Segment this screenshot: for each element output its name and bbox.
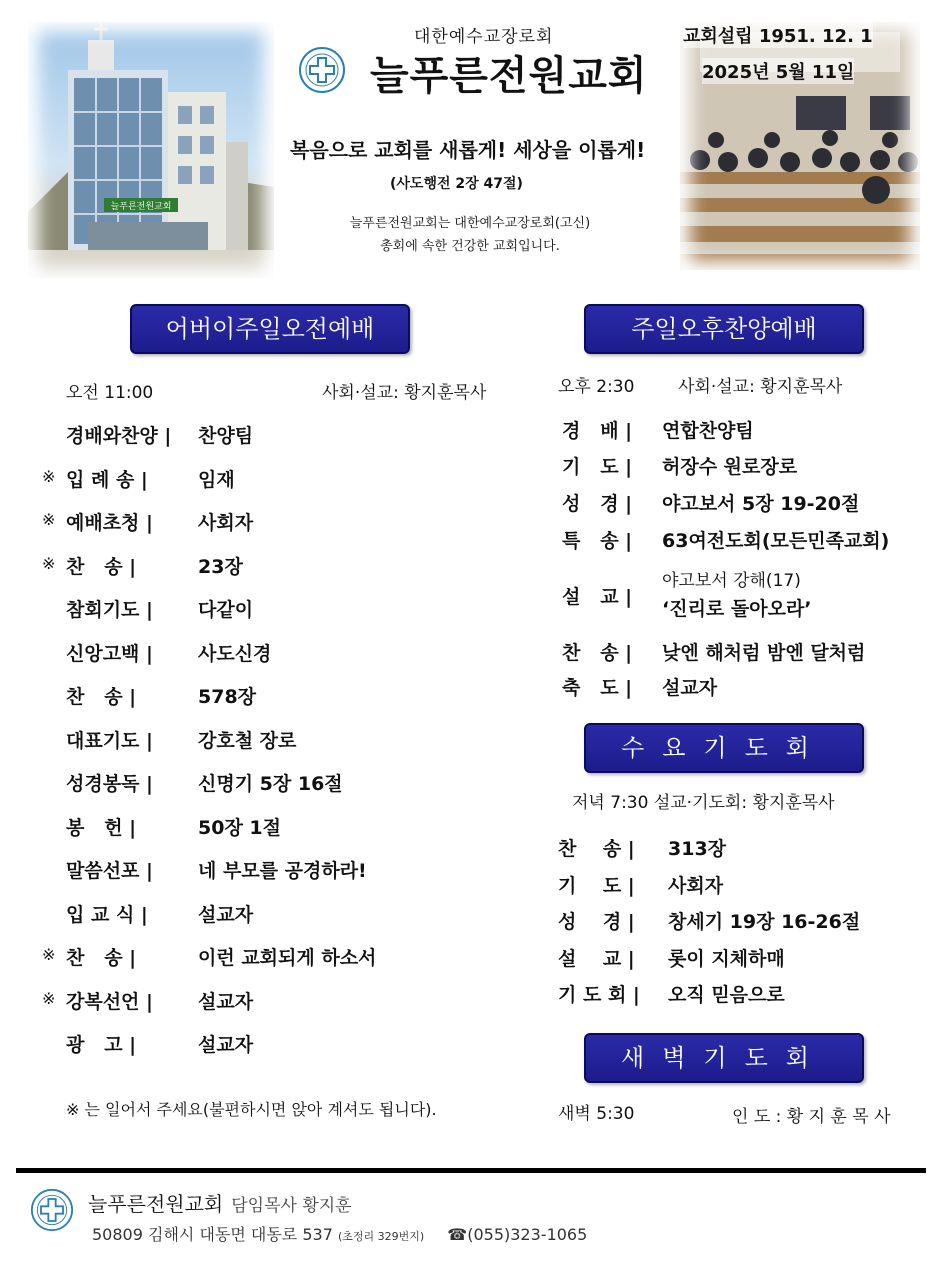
morning-order-value: 사회자 [198,512,254,534]
morning-order-row [66,639,272,666]
footer-address: 50809 김해시 대동면 대동로 537 [92,1225,333,1244]
afternoon-order-label: 성 경 | [562,493,633,515]
footer-church-name [88,1188,352,1217]
wednesday-order-value: 창세기 19장 16-26절 [668,911,861,933]
afternoon-order-row [562,638,866,665]
stand-mark: ※ [42,988,56,1008]
motto: 복음으로 교회를 새롭게! 세상을 이롭게! [290,138,646,162]
afternoon-order-label: 찬 송 | [562,642,633,664]
wednesday-order-label: 기 도 회 | [558,984,640,1006]
footer-logo-icon [30,1188,74,1232]
morning-order-value: 다같이 [198,599,254,621]
church-building-photo [28,22,274,278]
morning-order-label: 대표기도 | [66,729,153,752]
intro-line-2: 총회에 속한 건강한 교회입니다. [380,239,560,254]
afternoon-order-row [562,416,754,443]
wednesday-prayer-banner: 수요기도회 [584,723,864,773]
afternoon-order-value: 연합찬양팀 [662,420,754,442]
morning-order-row [66,813,281,840]
wednesday-order-row [558,871,724,898]
afternoon-order-value: 낮엔 해처럼 밤엔 달처럼 [662,642,866,664]
wednesday-order-label: 설 교 | [558,947,635,970]
afternoon-order-value-sub: ‘진리로 돌아오라’ [662,598,812,620]
wednesday-order-value: 사회자 [668,874,724,897]
morning-order-label: 광 고 | [66,1034,137,1056]
stand-mark: ※ [42,945,56,964]
afternoon-order-label: 경 배 | [562,420,633,442]
footer-pastor: 담임목사 황지훈 [231,1196,352,1216]
morning-order-value: 사도신경 [198,642,272,665]
afternoon-order-value: 야고보서 강해(17) [662,571,801,591]
footer-phone: ☎(055)323-1065 [447,1225,588,1244]
wednesday-order-row [558,944,785,971]
morning-order-label: 말씀선포 | [66,860,153,882]
morning-order-row [66,769,343,796]
afternoon-order-value: 63여전도회(모든민족교회) [662,530,890,552]
wednesday-order-row [558,907,861,934]
afternoon-time: 오후 2:30 [558,377,635,397]
morning-order-value: 23장 [198,555,243,578]
footer-church-name-text: 늘푸른전원교회 [88,1192,224,1216]
wednesday-order-row [558,980,785,1007]
afternoon-order-label: 특 송 | [562,530,633,552]
morning-order-label: 찬 송 | [66,947,137,969]
wednesday-order-label: 기 도 | [558,874,635,897]
footer-address-line [92,1222,587,1245]
morning-order-value: 강호철 장로 [198,729,297,752]
church-logo-icon [298,46,346,94]
morning-order-label: 봉 헌 | [66,816,137,839]
morning-order-value: 설교자 [198,1034,254,1056]
morning-order-row [66,900,254,927]
morning-order-row [66,1030,254,1057]
dawn-prayer-banner: 새벽기도회 [584,1033,864,1083]
morning-order-value: 네 부모를 공경하라! [198,860,367,882]
morning-service-banner: 어버이주일오전예배 [130,304,410,354]
morning-order-row [66,856,367,883]
wednesday-order-row [558,834,727,861]
stand-mark: ※ [42,553,56,573]
motto-reference: (사도행전 2장 47절) [390,176,523,192]
church-sign-text: 늘푸른전원교회 [110,202,172,212]
stand-mark: ※ [42,510,56,529]
morning-order-value: 찬양팀 [198,425,254,447]
morning-order-label: 예배초청 | [66,512,153,534]
wednesday-order-value: 313장 [668,838,727,860]
morning-order-row [66,595,254,622]
morning-order-value: 설교자 [198,990,254,1013]
morning-order-label: 참회기도 | [66,599,153,621]
intro-line-1: 늘푸른전원교회는 대한예수교장로회(고신) [349,216,591,231]
morning-time: 오전 11:00 [66,383,154,403]
morning-order-row [42,943,377,970]
morning-order-row [42,552,243,579]
denomination: 대한예수교장로회 [414,27,554,47]
morning-order-row [42,508,254,535]
wednesday-time: 저녁 7:30 설교·기도회: 황지훈목사 [572,793,835,813]
morning-leader: 사회·설교: 황지훈목사 [322,383,487,403]
morning-order-value: 578장 [198,686,257,708]
wednesday-order-label: 찬 송 | [558,838,635,860]
afternoon-order-value: 설교자 [662,677,718,699]
morning-order-value: 설교자 [198,903,254,926]
morning-order-label: 찬 송 | [66,686,137,708]
wednesday-order-value: 오직 믿음으로 [668,984,785,1006]
footer-address-note: (초정리 329번지) [337,1230,425,1243]
standing-note: ※ 는 일어서 주세요(불편하시면 앉아 계셔도 됩니다). [66,1100,437,1119]
morning-order-label: 신앙고백 | [66,642,153,665]
morning-order-value: 임재 [198,468,235,491]
morning-order-value: 50장 1절 [198,816,281,839]
wednesday-order-label: 성 경 | [558,911,635,933]
morning-order-label: 입 교 식 | [66,903,148,926]
established-date: 교회설립 1951. 12. 1 [683,22,873,48]
morning-order-row [66,682,257,709]
afternoon-order-row [562,571,812,620]
afternoon-order-label: 기 도 | [562,456,633,478]
afternoon-order-value: 야고보서 5장 19-20절 [662,493,860,515]
church-intro [310,212,630,258]
bulletin-date: 2025년 5월 11일 [702,58,854,84]
afternoon-service-banner: 주일오후찬양예배 [584,304,864,354]
morning-order-label: 성경봉독 | [66,773,153,795]
afternoon-order-row [562,673,718,700]
morning-order-label: 입 례 송 | [66,468,148,491]
afternoon-order-value: 허장수 원로장로 [662,456,798,478]
afternoon-order-label: 설 교 | [562,586,633,608]
afternoon-order-row [562,526,890,553]
morning-order-label: 강복선언 | [66,990,153,1013]
wednesday-order-value: 롯이 지체하매 [668,947,785,970]
morning-order-value: 신명기 5장 16절 [198,773,343,795]
footer-divider [16,1168,926,1173]
church-name-title: 늘푸른전원교회 [370,53,648,99]
dawn-time: 새벽 5:30 [558,1104,635,1124]
afternoon-order-label: 축 도 | [562,677,633,699]
morning-order-row [42,465,235,492]
stand-mark: ※ [42,466,56,486]
morning-order-row [66,421,254,448]
morning-order-row [66,726,297,753]
morning-order-value: 이런 교회되게 하소서 [198,947,377,969]
afternoon-order-row [562,489,860,516]
morning-order-label: 찬 송 | [66,555,137,578]
afternoon-leader: 사회·설교: 황지훈목사 [678,377,843,397]
morning-order-row [42,987,254,1014]
afternoon-order-row [562,452,798,479]
dawn-leader: 인 도 : 황 지 훈 목 사 [732,1107,891,1127]
morning-order-label: 경배와찬양 | [66,425,172,447]
